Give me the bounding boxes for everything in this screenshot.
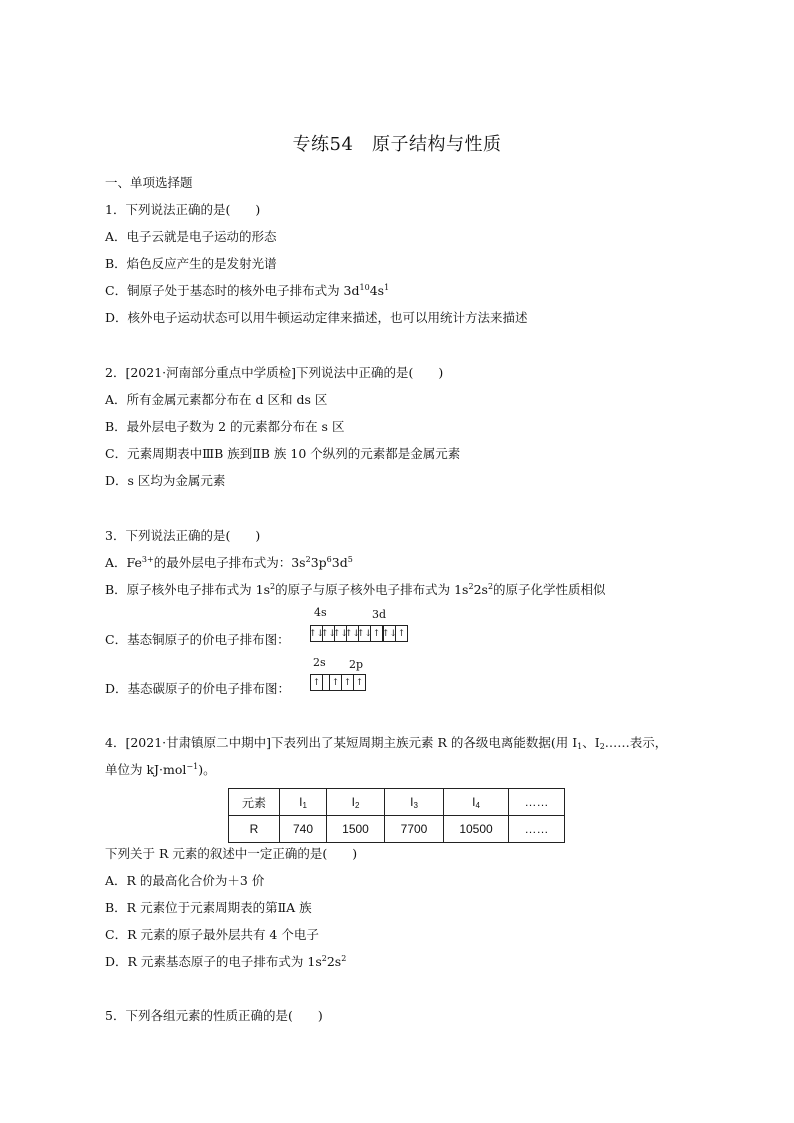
orbital-label-2s: 2s — [313, 656, 326, 669]
q3-stem: 3．下列说法正确的是( ) — [105, 528, 261, 543]
q2-option-a: A．所有金属元素都分布在 d 区和 ds 区 — [105, 392, 328, 407]
ionization-energy-table — [228, 788, 565, 843]
q1-option-b: B．焰色反应产生的是发射光谱 — [105, 256, 277, 271]
table-cell: $I_1$ — [280, 789, 327, 816]
cu-orbital-diagram-3d-end — [383, 625, 408, 642]
orbital-box: ↑ — [397, 628, 406, 639]
c-orbital-diagram — [310, 674, 366, 691]
table-cell: $I_4$ — [444, 789, 509, 816]
table-row — [229, 816, 565, 843]
table-cell: 740 — [280, 816, 327, 843]
q2-option-d: D．s 区均为金属元素 — [105, 473, 226, 488]
orbital-box: ↑↓ — [347, 626, 359, 641]
table-cell: R — [229, 816, 280, 843]
orbital-box: ↑ — [330, 675, 342, 690]
orbital-label-2p: 2p — [349, 658, 364, 671]
table-cell: 7700 — [385, 816, 444, 843]
q4-option-a: A．R 的最高化合价为＋3 价 — [105, 873, 265, 888]
table-cell: 元素 — [229, 789, 280, 816]
table-header-row — [229, 789, 565, 816]
q3-option-d: D．基态碳原子的价电子排布图： — [105, 681, 291, 696]
orbital-box: ↑ — [342, 675, 354, 690]
orbital-box: ↑↓ — [359, 626, 371, 641]
q3-option-c: C．基态铜原子的价电子排布图： — [105, 632, 290, 647]
section-heading: 一、单项选择题 — [105, 175, 193, 190]
orbital-box: ↑ — [311, 675, 323, 690]
q4-ask: 下列关于 R 元素的叙述中一定正确的是( ) — [105, 846, 358, 861]
q1-option-c: C．铜原子处于基态时的核外电子排布式为 $3d^{10}4s^1$ — [105, 283, 390, 298]
q2-option-b: B．最外层电子数为 2 的元素都分布在 s 区 — [105, 419, 345, 434]
q4-stem-line2: 单位为 kJ·mol$^{-1}$)。 — [105, 762, 216, 777]
table-cell: 1500 — [327, 816, 385, 843]
q2-stem: 2．[2021·河南部分重点中学质检]下列说法中正确的是( ) — [105, 365, 444, 380]
orbital-box: ↑ — [355, 677, 364, 688]
table-cell: $I_3$ — [385, 789, 444, 816]
q3-option-b: B．原子核外电子排布式为 $1s^2$的原子与原子核外电子排布式为 $1s^22s^2$的原子化学性质相似 — [105, 582, 606, 597]
q4-option-c: C．R 元素的原子最外层共有 4 个电子 — [105, 927, 319, 942]
table-cell: $I_2$ — [327, 789, 385, 816]
page-title: 专练54 原子结构与性质 — [292, 134, 502, 155]
orbital-label-3d: 3d — [372, 608, 387, 621]
orbital-gap — [323, 675, 330, 690]
orbital-label-4s: 4s — [314, 606, 327, 619]
q2-option-c: C．元素周期表中ⅢB 族到ⅡB 族 10 个纵列的元素都是金属元素 — [105, 446, 461, 461]
q3-option-a: A．$Fe^{3+}$的最外层电子排布式为：$3s^23p^63d^5$ — [105, 555, 353, 570]
orbital-box: ↑↓ — [335, 626, 347, 641]
orbital-box: ↑ — [372, 628, 381, 639]
orbital-box: ↑↓ — [311, 626, 323, 641]
q4-option-d: D．R 元素基态原子的电子排布式为 $1s^22s^2$ — [105, 954, 347, 969]
table-cell: 10500 — [444, 816, 509, 843]
q1-option-a: A．电子云就是电子运动的形态 — [105, 229, 277, 244]
q1-stem: 1．下列说法正确的是( ) — [105, 202, 261, 217]
q1-option-d: D．核外电子运动状态可以用牛顿运动定律来描述，也可以用统计方法来描述 — [105, 310, 528, 325]
cu-orbital-diagram — [310, 625, 383, 642]
q4-stem-line1: 4．[2021·甘肃镇原二中期中]下表列出了某短周期主族元素 R 的各级电离能数据(用 $I_1$、$I_2\dots\dots$表示， — [105, 735, 668, 751]
orbital-box: ↑↓ — [384, 626, 396, 641]
q4-option-b: B．R 元素位于元素周期表的第ⅡA 族 — [105, 900, 312, 915]
table-cell: …… — [509, 816, 565, 843]
orbital-box: ↑↓ — [323, 626, 335, 641]
q5-stem: 5．下列各组元素的性质正确的是( ) — [105, 1008, 323, 1023]
table-cell: …… — [509, 789, 565, 816]
